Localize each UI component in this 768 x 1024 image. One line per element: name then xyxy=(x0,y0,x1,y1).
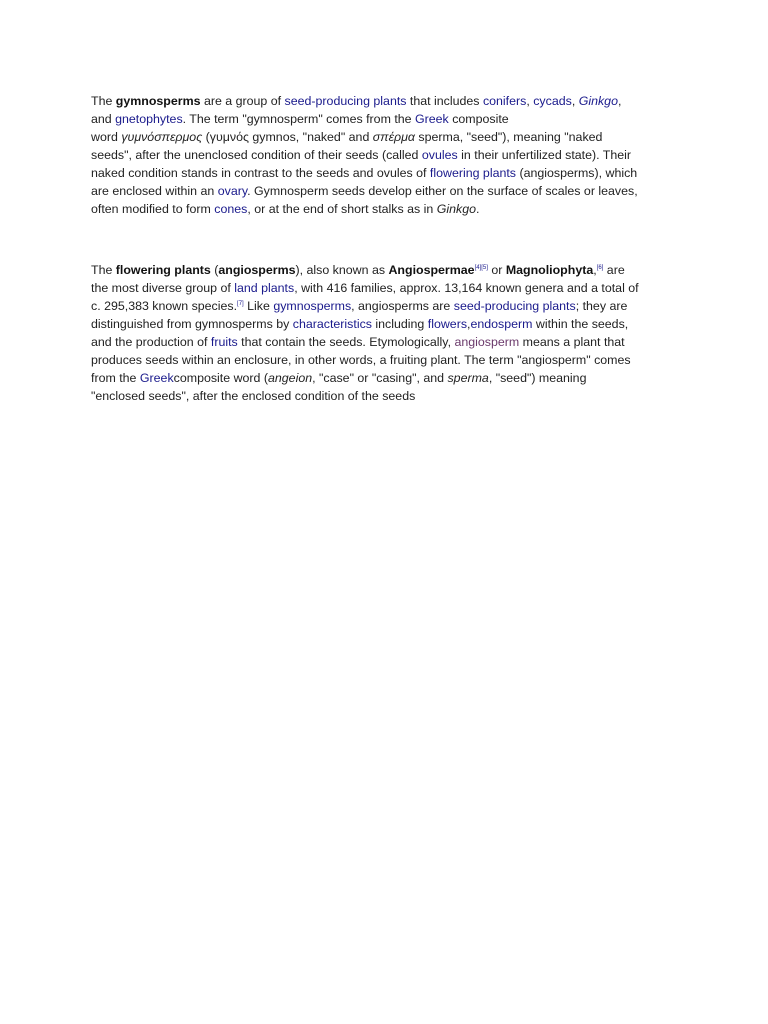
text: , with 416 families, approx. 13,164 known genera and a total of xyxy=(294,281,639,295)
text: (angiosperms), which xyxy=(516,166,638,180)
link-land-plants[interactable]: land plants xyxy=(234,281,295,295)
text: including xyxy=(371,317,428,331)
text-line xyxy=(91,182,679,200)
bold-term: gymnosperms xyxy=(115,94,201,108)
text-line xyxy=(91,297,679,315)
link-flowers[interactable]: flowers xyxy=(427,317,468,331)
link-greek[interactable]: Greek xyxy=(139,371,174,385)
text-line xyxy=(91,110,679,128)
link-ginkgo[interactable]: Ginkgo xyxy=(578,94,618,108)
link-citation-7[interactable]: [7] xyxy=(237,301,244,307)
text-line xyxy=(91,387,679,405)
text-line xyxy=(91,351,679,369)
italic-term: γυμνόσπερμος xyxy=(121,130,203,144)
text: often modified to form xyxy=(91,202,215,216)
text: that contain the seeds. Etymologically, xyxy=(237,335,455,349)
text-line xyxy=(91,92,679,110)
text: sperma, "seed"), meaning "naked xyxy=(414,130,603,144)
bold-term: Angiospermae xyxy=(388,263,475,277)
text: , "case" or "casing", and xyxy=(312,371,448,385)
text: , xyxy=(467,317,471,331)
link-seed-producing-plants[interactable]: seed-producing plants xyxy=(453,299,576,313)
text: from the xyxy=(91,371,140,385)
link-conifers[interactable]: conifers xyxy=(482,94,527,108)
citation-ref xyxy=(475,265,488,271)
text: are a group of xyxy=(200,94,285,108)
text: Like xyxy=(243,299,274,313)
text: and the production of xyxy=(91,335,211,349)
text: . Gymnosperm seeds develop either on the surface of scales or leaves, xyxy=(247,184,638,198)
bold-term: flowering plants xyxy=(115,263,211,277)
italic-term: σπέρμα xyxy=(372,130,415,144)
text: seeds", after the unenclosed condition of their seeds (called xyxy=(91,148,422,162)
italic-term: angeion xyxy=(268,371,313,385)
text: produces seeds within an enclosure, in other words, a fruiting plant. The term "angiosperm" comes xyxy=(91,353,631,367)
text: The xyxy=(91,263,116,277)
gymnosperms-paragraph xyxy=(91,92,679,218)
text: the most diverse group of xyxy=(91,281,235,295)
text: , xyxy=(526,94,534,108)
link-citation-4-5[interactable]: [4][5] xyxy=(474,265,488,271)
citation-ref xyxy=(237,301,244,307)
text: ), also known as xyxy=(295,263,389,277)
link-gnetophytes[interactable]: gnetophytes xyxy=(115,112,183,126)
text: in their unfertilized state). Their xyxy=(457,148,632,162)
angiosperms-paragraph xyxy=(91,261,679,405)
text: are enclosed within an xyxy=(91,184,218,198)
text: . The term "gymnosperm" comes from the xyxy=(182,112,416,126)
text-line xyxy=(91,333,679,351)
text-line xyxy=(91,200,679,218)
text: , xyxy=(571,94,579,108)
text: distinguished from gymnosperms by xyxy=(91,317,293,331)
link-ovary[interactable]: ovary xyxy=(217,184,248,198)
text-line xyxy=(91,315,679,333)
text: , xyxy=(593,263,597,277)
bold-term: Magnoliophyta xyxy=(505,263,594,277)
text: word xyxy=(91,130,122,144)
link-fruits[interactable]: fruits xyxy=(210,335,238,349)
text-line xyxy=(91,261,679,279)
text-line xyxy=(91,369,679,387)
link-gymnosperms[interactable]: gymnosperms xyxy=(273,299,352,313)
text: ; they are xyxy=(575,299,628,313)
text-line xyxy=(91,164,679,182)
italic-term: sperma xyxy=(447,371,489,385)
link-cycads[interactable]: cycads xyxy=(533,94,572,108)
link-characteristics[interactable]: characteristics xyxy=(292,317,372,331)
text: , or at the end of short stalks as in xyxy=(247,202,437,216)
text: are xyxy=(603,263,625,277)
text: that includes xyxy=(406,94,483,108)
text: "enclosed seeds", after the enclosed condition of the seeds xyxy=(91,389,416,403)
link-flowering-plants[interactable]: flowering plants xyxy=(429,166,516,180)
link-cones[interactable]: cones xyxy=(214,202,248,216)
text: composite xyxy=(448,112,509,126)
link-citation-6[interactable]: [6] xyxy=(596,265,604,271)
text-line xyxy=(91,146,679,164)
link-angiosperm[interactable]: angiosperm xyxy=(454,335,520,349)
text: within the seeds, xyxy=(532,317,629,331)
bold-term: angiosperms xyxy=(218,263,296,277)
text: or xyxy=(487,263,506,277)
text-line xyxy=(91,279,679,297)
text: ( xyxy=(210,263,219,277)
link-greek[interactable]: Greek xyxy=(415,112,449,126)
link-ovules[interactable]: ovules xyxy=(421,148,458,162)
text: and xyxy=(91,112,116,126)
text: , "seed") meaning xyxy=(488,371,587,385)
italic-term: Ginkgo xyxy=(436,202,477,216)
text: c. 295,383 known species. xyxy=(91,299,238,313)
link-seed-producing-plants[interactable]: seed-producing plants xyxy=(284,94,407,108)
text: (γυμνός gymnos, "naked" and xyxy=(202,130,373,144)
text: The xyxy=(91,94,116,108)
text: naked condition stands in contrast to the seeds and ovules of xyxy=(91,166,430,180)
text: , angiosperms are xyxy=(351,299,454,313)
text: , xyxy=(617,94,622,108)
text: means a plant that xyxy=(519,335,625,349)
link-endosperm[interactable]: endosperm xyxy=(470,317,533,331)
text-line xyxy=(91,128,679,146)
text: . xyxy=(476,202,480,216)
text: composite word ( xyxy=(173,371,268,385)
